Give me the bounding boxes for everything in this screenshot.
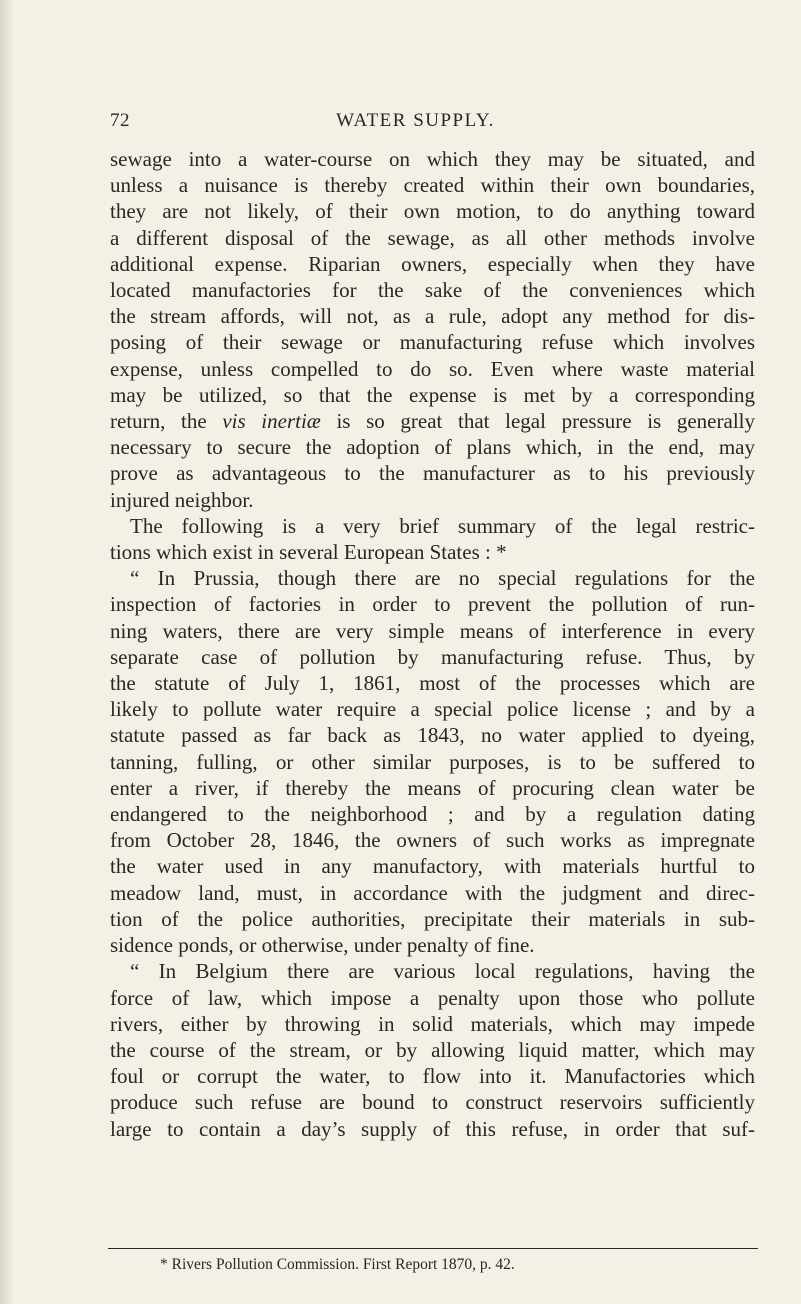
text-line: “ In Prussia, though there are no special regulations for the [130,566,755,591]
latin-phrase: vis inertiæ [222,409,321,434]
page-number: 72 [110,110,130,131]
text-line: statute passed as far back as 1843, no water applied to dyeing, [110,723,755,748]
text-line: produce such refuse are bound to construct reservoirs sufficiently [110,1090,755,1115]
text-line: foul or corrupt the water, to flow into it. Manufactories which [110,1064,755,1089]
text-line: tanning, fulling, or other similar purposes, is to be suffered to [110,749,755,774]
text-line: rivers, either by throwing in solid materials, which may impede [110,1011,755,1036]
text-line: tions which exist in several European States : * [110,540,507,565]
text-line: force of law, which impose a penalty upon those who pollute [110,985,755,1010]
text-line: unless a nuisance is thereby created within their own boundaries, [110,173,755,198]
text-line: additional expense. Riparian owners, especially when they have [110,251,755,276]
text-line: the statute of July 1, 1861, most of the processes which are [110,671,755,696]
text-line: sewage into a water-course on which they may be situated, and [110,147,755,171]
text-line: separate case of pollution by manufacturing refuse. Thus, by [110,644,755,669]
text-line: prove as advantageous to the manufacturer as to his previously [110,461,755,486]
text-line: from October 28, 1846, the owners of such works as impregnate [110,828,755,853]
footnote: * Rivers Pollution Commission. First Report 1870, p. 42. [160,1256,515,1273]
text-line: tion of the police authorities, precipitate their materials in sub- [110,906,755,931]
text-line: ning waters, there are very simple means of interference in every [110,618,755,643]
text-line: posing of their sewage or manufacturing refuse which involves [110,330,755,355]
text-line: sidence ponds, or otherwise, under penalty of fine. [110,933,535,958]
text-line: a different disposal of the sewage, as all other methods involve [110,225,755,250]
text-line: the course of the stream, or by allowing liquid matter, which may [110,1037,755,1062]
running-title: WATER SUPPLY. [336,110,495,131]
text-line: necessary to secure the adoption of plans which, in the end, may [110,435,755,460]
body-text [110,146,755,1142]
text-line: located manufactories for the sake of the conveniences which [110,278,755,303]
text-line: the stream affords, will not, as a rule, adopt any method for dis- [110,304,755,329]
running-head [0,110,801,140]
text-line: may be utilized, so that the expense is met by a corresponding [110,382,755,407]
text-line: expense, unless compelled to do so. Even where waste material [110,356,755,381]
text-line: The following is a very brief summary of the legal restric- [130,513,755,538]
text-line: return, the vis inertiæ is so great that legal pressure is generally [110,409,755,434]
text-line: enter a river, if thereby the means of procuring clean water be [110,775,755,800]
text-line: large to contain a day’s supply of this refuse, in order that suf- [110,1116,755,1141]
text-line: likely to pollute water require a special police license ; and by a [110,697,755,722]
text-line: inspection of factories in order to prevent the pollution of run- [110,592,755,617]
text-line: meadow land, must, in accordance with the judgment and direc- [110,880,755,905]
text-line: endangered to the neighborhood ; and by a regulation dating [110,802,755,827]
text-line: “ In Belgium there are various local regulations, having the [130,959,755,984]
text-line: the water used in any manufactory, with materials hurtful to [110,854,755,879]
text-line: they are not likely, of their own motion, to do anything toward [110,199,755,224]
binding-gutter-shadow [0,0,14,1304]
footnote-rule [108,1248,758,1249]
text-line: injured neighbor. [110,487,254,512]
